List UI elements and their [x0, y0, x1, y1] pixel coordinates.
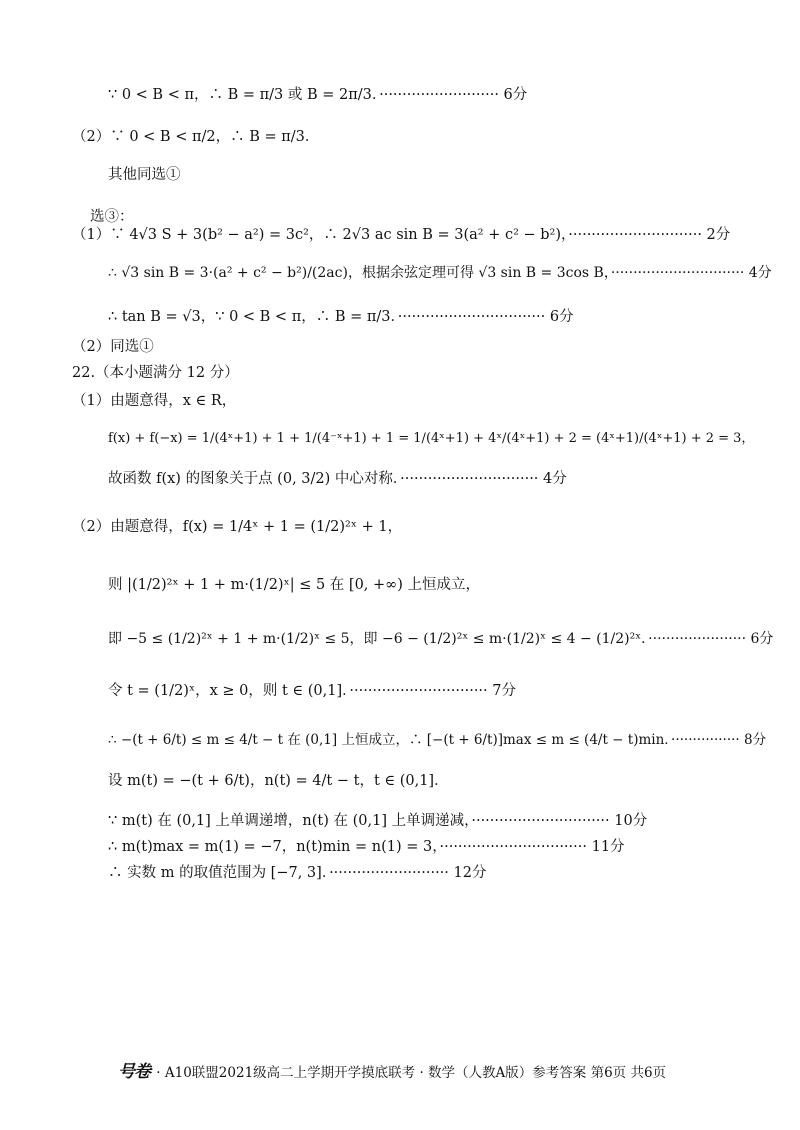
- answer-line: ∴ tan B = √3，∵ 0 < B < π，∴ B = π/3．································ 6分: [108, 309, 574, 325]
- page-footer: [118, 1057, 666, 1082]
- answer-line: 22.（本小题满分 12 分）: [72, 365, 239, 381]
- answer-line: ∴ −(t + 6/t) ≤ m ≤ 4/t − t 在 (0,1] 上恒成立，∴ [−(t + 6/t)]max ≤ m ≤ (4/t − t)min．················ 8分: [108, 732, 767, 748]
- answer-line: 则 |(1/2)²ˣ + 1 + m·(1/2)ˣ| ≤ 5 在 [0, +∞) 上恒成立，: [108, 577, 481, 593]
- answer-line: 即 −5 ≤ (1/2)²ˣ + 1 + m·(1/2)ˣ ≤ 5，即 −6 − (1/2)²ˣ ≤ m·(1/2)ˣ ≤ 4 − (1/2)²ˣ．······················ 6分: [108, 631, 774, 647]
- answer-line: ∴ 实数 m 的取值范围为 [−7, 3]．·························· 12分: [108, 865, 487, 881]
- answer-line: ∵ m(t) 在 (0,1] 上单调递增，n(t) 在 (0,1] 上单调递减，······························ 10分: [108, 813, 648, 829]
- answer-line: ∴ √3 sin B = 3·(a² + c² − b²)/(2ac)，根据余弦定理可得 √3 sin B = 3cos B，······························ 4分: [108, 265, 772, 281]
- answer-line: 令 t = (1/2)ˣ，x ≥ 0，则 t ∈ (0,1]．······························ 7分: [108, 683, 516, 699]
- footer-text: · A10联盟2021级高二上学期开学摸底联考 · 数学（人教A版）参考答案 第6页 共6页: [156, 1065, 667, 1081]
- answer-line: （1）∵ 4√3 S + 3(b² − a²) = 3c²，∴ 2√3 ac sin B = 3(a² + c² − b²)，····························· 2分: [72, 227, 731, 243]
- answer-line: 其他同选①: [108, 167, 181, 183]
- answer-line: 故函数 f(x) 的图象关于点 (0, 3/2) 中心对称．······························ 4分: [108, 471, 567, 487]
- answer-line: ∴ m(t)max = m(1) = −7，n(t)min = n(1) = 3，································ 11分: [108, 839, 625, 855]
- answer-line: f(x) + f(−x) = 1/(4ˣ+1) + 1 + 1/(4⁻ˣ+1) + 1 = 1/(4ˣ+1) + 4ˣ/(4ˣ+1) + 2 = (4ˣ+1)/(4ˣ+1) + 2 = 3，: [108, 431, 755, 446]
- publisher-logo: 号卷: [118, 1062, 150, 1082]
- answer-line: 设 m(t) = −(t + 6/t)，n(t) = 4/t − t，t ∈ (0,1]．: [108, 773, 449, 789]
- answer-line: （1）由题意得，x ∈ R，: [72, 393, 237, 409]
- answer-line: （2）∵ 0 < B < π/2，∴ B = π/3．: [72, 129, 320, 145]
- answer-line: （2）由题意得，f(x) = 1/4ˣ + 1 = (1/2)²ˣ + 1，: [72, 519, 403, 535]
- answer-line: （2）同选①: [72, 339, 154, 355]
- answer-line: ∵ 0 < B < π，∴ B = π/3 或 B = 2π/3．·························· 6分: [108, 87, 528, 103]
- answer-line: 选③：: [90, 209, 134, 225]
